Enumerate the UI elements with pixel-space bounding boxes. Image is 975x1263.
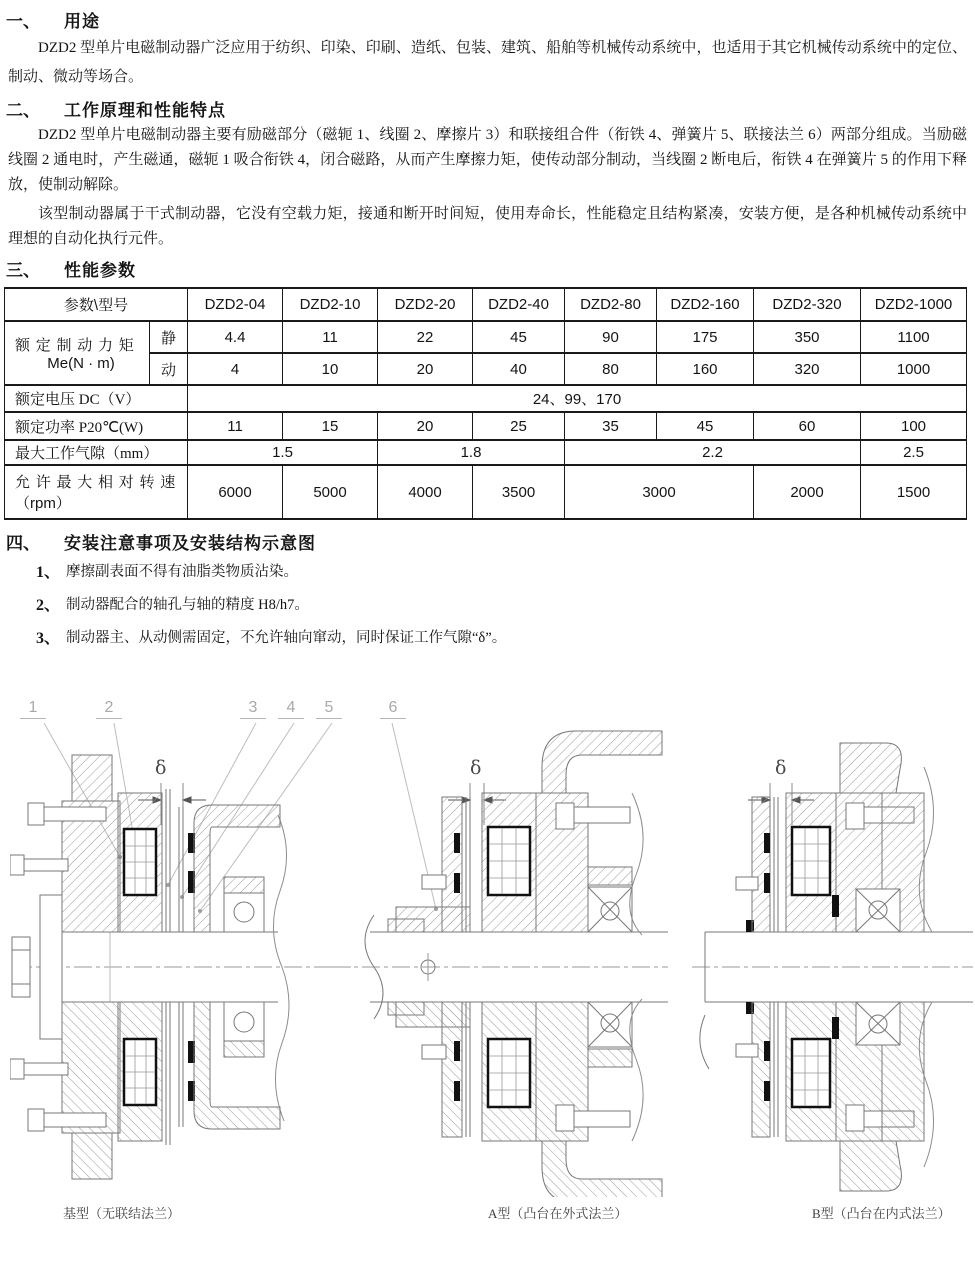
performance-parameters-table — [4, 287, 967, 520]
bolt-head — [556, 803, 574, 829]
note-item — [36, 589, 975, 622]
brake-cross-section-upper — [388, 731, 662, 935]
bolt-head — [10, 855, 24, 875]
callout-3: 3 — [240, 698, 266, 719]
brake-cross-section-upper — [736, 743, 934, 932]
airgap-row — [5, 440, 967, 465]
section2-title: 工作原理和性能特点 — [64, 101, 226, 120]
table-cell: 15 — [283, 412, 378, 440]
header-model: DZD2-80 — [565, 288, 657, 321]
note-number: 2、 — [36, 597, 61, 614]
table-cell: 22 — [378, 321, 473, 353]
section2-heading — [6, 96, 975, 121]
speed-label-line1: 允 许 最 大 相 对 转 速 — [15, 475, 177, 491]
delta-symbol: δ — [155, 757, 167, 779]
table-cell: 20 — [378, 412, 473, 440]
table-cell: 3000 — [565, 465, 754, 519]
figure-b-type-drawing — [690, 697, 975, 1197]
header-param-label: 参数\型号 — [5, 288, 188, 321]
section4-title: 安装注意事项及安装结构示意图 — [64, 534, 316, 553]
table-cell: 1100 — [861, 321, 967, 353]
torque-label-cell — [5, 321, 150, 385]
table-cell: 4000 — [378, 465, 473, 519]
bolt-shank — [574, 807, 630, 823]
friction-rivet — [454, 873, 460, 893]
section4-heading — [6, 529, 975, 554]
header-model: DZD2-320 — [754, 288, 861, 321]
table-header-row — [5, 288, 967, 321]
torque-label-line2: Me(N · m) — [47, 355, 115, 372]
header-model: DZD2-40 — [473, 288, 565, 321]
table-cell: 20 — [378, 353, 473, 385]
table-cell: 1500 — [861, 465, 967, 519]
table-cell: 1000 — [861, 353, 967, 385]
section3-heading — [6, 256, 975, 281]
header-model: DZD2-04 — [188, 288, 283, 321]
header-model: DZD2-10 — [283, 288, 378, 321]
break-line — [700, 1015, 709, 1069]
table-cell: 2.5 — [861, 440, 967, 465]
outer-flange — [542, 731, 662, 793]
section3-number: 三、 — [6, 261, 40, 280]
table-cell: 320 — [754, 353, 861, 385]
table-cell: 45 — [473, 321, 565, 353]
brake-cross-section-lower — [388, 999, 662, 1197]
header-model: DZD2-1000 — [861, 288, 967, 321]
table-cell: 2000 — [754, 465, 861, 519]
friction-rivet — [454, 833, 460, 853]
callout-4: 4 — [278, 698, 304, 719]
torque-dynamic-label: 动 — [150, 353, 188, 385]
bolt-head — [28, 803, 44, 825]
airgap-label: 最大工作气隙（mm） — [5, 440, 188, 465]
table-cell: 4 — [188, 353, 283, 385]
figure-caption-a-type: A型（凸台在外式法兰） — [488, 1206, 628, 1221]
table-cell: 175 — [657, 321, 754, 353]
delta-symbol: δ — [470, 757, 482, 779]
figure-a-type-drawing — [330, 697, 670, 1197]
brake-cross-section-lower — [736, 1002, 934, 1191]
bearing-seat — [224, 877, 264, 893]
section3-title: 性能参数 — [64, 261, 136, 280]
table-cell: 45 — [657, 412, 754, 440]
section2-paragraph2: 该型制动器属于干式制动器，它没有空载力矩，接通和断开时间短，使用寿命长，性能稳定且结构紧凑，安装方便，是各种机械传动系统中理想的自动化执行元件。 — [8, 206, 967, 247]
table-cell: 11 — [188, 412, 283, 440]
bolt-shank — [44, 807, 106, 821]
bolt-shank — [24, 859, 68, 871]
table-cell: 6000 — [188, 465, 283, 519]
table-cell: 100 — [861, 412, 967, 440]
speed-row — [5, 465, 967, 519]
torque-static-label: 静 — [150, 321, 188, 353]
figure-base-type-drawing — [10, 697, 355, 1197]
callout-1: 1 — [20, 698, 46, 719]
speed-label-cell — [5, 465, 188, 519]
installation-drawings — [0, 695, 975, 1255]
voltage-row — [5, 385, 967, 412]
note-number: 1、 — [36, 564, 61, 581]
header-model: DZD2-20 — [378, 288, 473, 321]
table-cell: 4.4 — [188, 321, 283, 353]
header-model: DZD2-160 — [657, 288, 754, 321]
bearing-seat — [588, 867, 632, 885]
note-text: 制动器主、从动侧需固定，不允许轴向窜动，同时保证工作气隙“δ”。 — [66, 630, 507, 646]
callout-6: 6 — [380, 698, 406, 719]
section1-number: 一、 — [6, 12, 40, 31]
table-cell: 2.2 — [565, 440, 861, 465]
note-item — [36, 622, 975, 655]
table-cell: 5000 — [283, 465, 378, 519]
voltage-value: 24、99、170 — [188, 385, 967, 412]
table-cell: 350 — [754, 321, 861, 353]
table-cell: 10 — [283, 353, 378, 385]
section1-heading — [6, 0, 975, 32]
section2-paragraph1: DZD2 型单片电磁制动器主要有励磁部分（磁轭 1、线圈 2、摩擦片 3）和联接组合件（衔铁 4、弹簧片 5、联接法兰 6）两部分组成。当励磁线圈 2 通电时，产生磁通，磁轭 1 吸合衔铁 4，闭合磁路，从而产生摩擦力矩，使传动部分制动，当线圈 2 断电后，衔铁 4 在弹簧片 5 的作用下释放，使制动解除。 — [8, 127, 967, 193]
installation-notes — [36, 556, 975, 655]
callout-2: 2 — [96, 698, 122, 719]
table-cell: 90 — [565, 321, 657, 353]
table-cell: 40 — [473, 353, 565, 385]
callout-5: 5 — [316, 698, 342, 719]
speed-label-line2: （rpm） — [15, 495, 71, 512]
note-item — [36, 556, 975, 589]
torque-label-line1: 额 定 制 动 力 矩 — [15, 338, 135, 354]
note-text: 摩擦副表面不得有油脂类物质沾染。 — [66, 564, 298, 580]
table-cell: 35 — [565, 412, 657, 440]
torque-static-row — [5, 321, 967, 353]
inner-flange — [840, 743, 901, 793]
note-number: 3、 — [36, 630, 61, 647]
spring-screw — [736, 877, 758, 890]
bolt-head — [846, 803, 864, 829]
spring-screw — [422, 875, 446, 889]
power-label: 额定功率 P20℃(W) — [5, 412, 188, 440]
figure-caption-base: 基型（无联结法兰） — [63, 1206, 181, 1221]
section4-number: 四、 — [6, 534, 40, 553]
bearing — [224, 893, 264, 932]
section1-paragraph: DZD2 型单片电磁制动器广泛应用于纺织、印染、印刷、造纸、包装、建筑、船舶等机械传动系统中，也适用于其它机械传动系统中的定位、制动、微动等场合。 — [8, 40, 967, 85]
mounting-lug — [72, 755, 112, 801]
power-row — [5, 412, 967, 440]
table-cell: 1.5 — [188, 440, 378, 465]
table-cell: 1.8 — [378, 440, 565, 465]
table-cell: 60 — [754, 412, 861, 440]
delta-symbol: δ — [775, 757, 787, 779]
voltage-label: 额定电压 DC（V） — [5, 385, 188, 412]
table-cell: 25 — [473, 412, 565, 440]
section2-number: 二、 — [6, 101, 40, 120]
armature — [442, 797, 462, 932]
table-cell: 160 — [657, 353, 754, 385]
armature — [752, 797, 770, 932]
friction-rivet — [764, 833, 770, 853]
friction-rivet — [832, 895, 839, 917]
table-cell: 3500 — [473, 465, 565, 519]
friction-rivet — [764, 873, 770, 893]
break-line — [273, 815, 289, 1121]
section1-title: 用途 — [64, 12, 100, 31]
table-cell: 80 — [565, 353, 657, 385]
torque-dynamic-row — [5, 353, 967, 385]
note-text: 制动器配合的轴孔与轴的精度 H8/h7。 — [66, 597, 309, 613]
figure-caption-b-type: B型（凸台在内式法兰） — [812, 1206, 951, 1221]
table-cell: 11 — [283, 321, 378, 353]
